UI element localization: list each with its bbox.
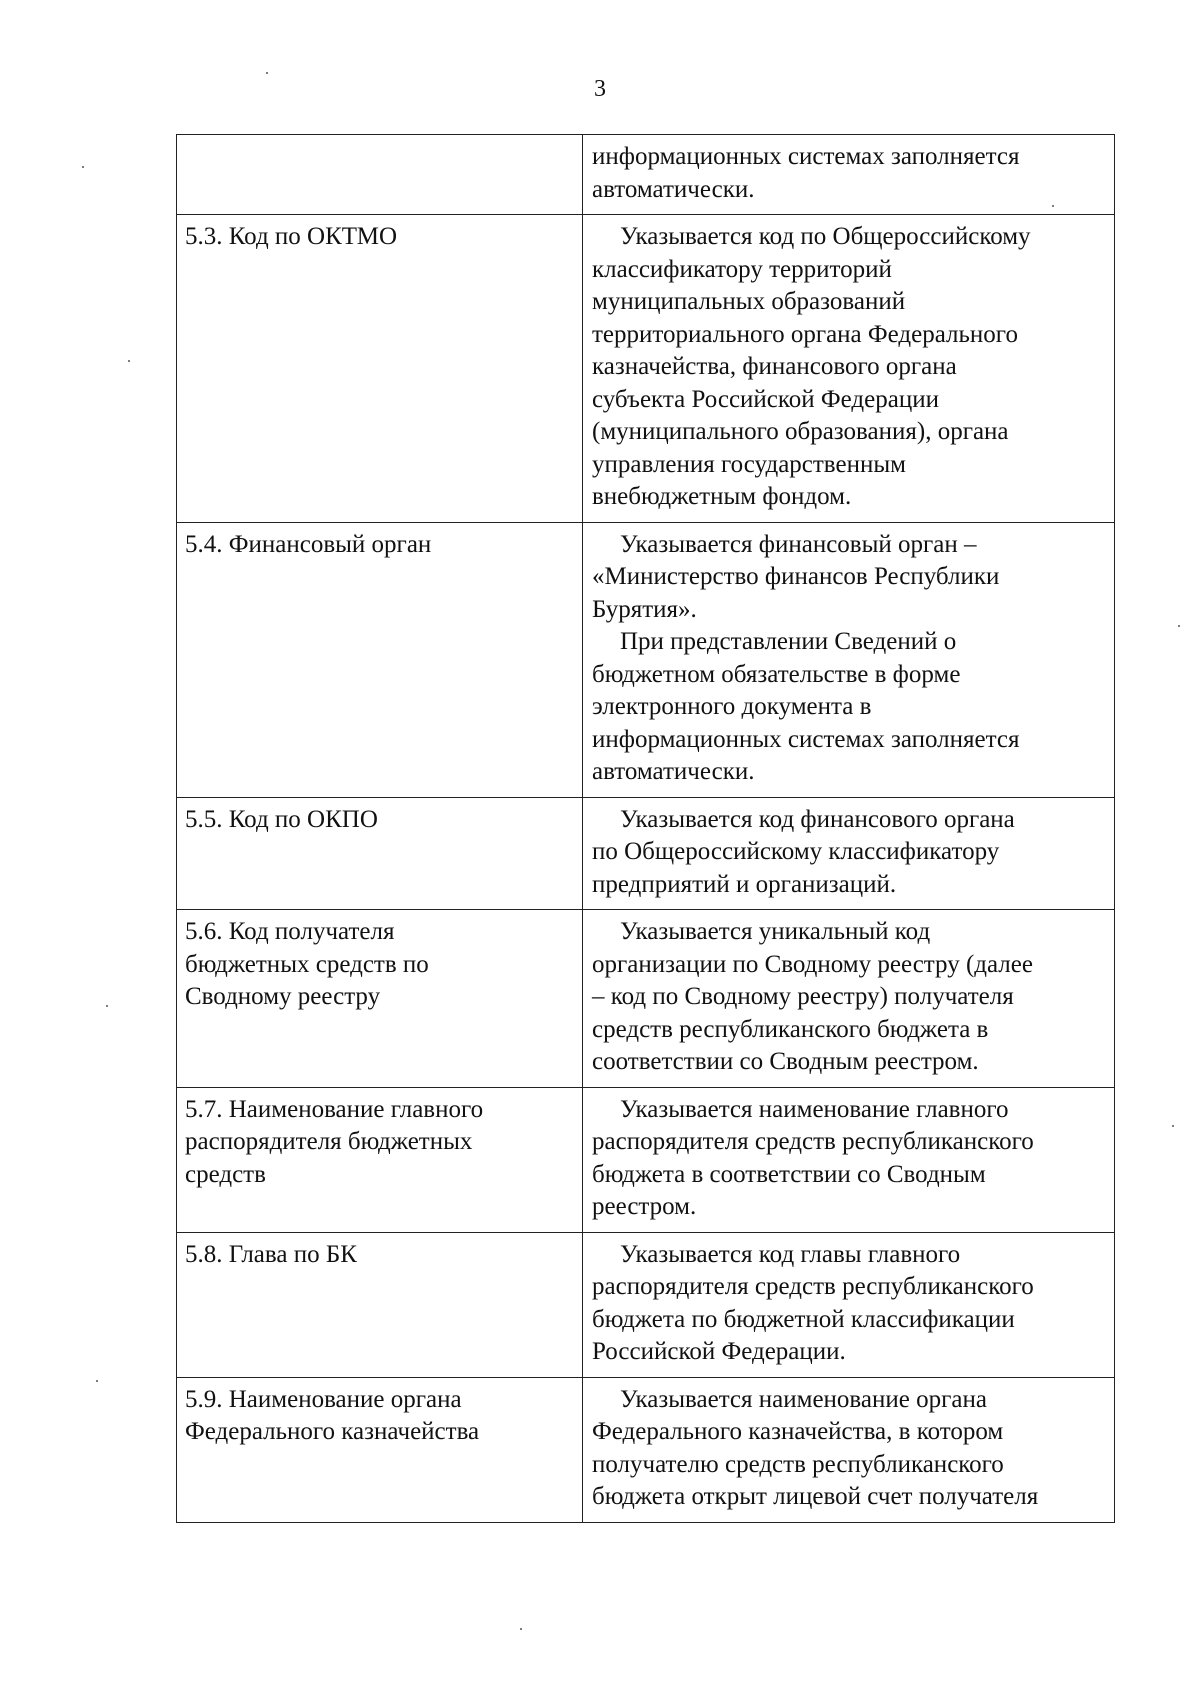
table-row	[177, 1087, 1115, 1232]
description-paragraph: Указывается финансовый орган – «Министерство финансов Республики Бурятия».	[592, 530, 1000, 623]
field-description-cell	[583, 1232, 1115, 1377]
table-row	[177, 215, 1115, 523]
description-paragraph: При представлении Сведений о бюджетном обязательстве в форме электронного документа в информационных системах заполняется автоматически.	[592, 628, 1020, 785]
table-row	[177, 910, 1115, 1088]
page-number: 3	[594, 76, 606, 102]
field-label-cell	[177, 1087, 583, 1232]
scan-speck	[1172, 1125, 1174, 1127]
field-label-cell	[177, 135, 583, 215]
table-body	[177, 135, 1115, 1523]
field-label-cell	[177, 1377, 583, 1522]
table-row	[177, 1232, 1115, 1377]
field-label-cell	[177, 215, 583, 523]
field-description-cell	[583, 797, 1115, 910]
scan-speck	[1052, 205, 1054, 207]
field-description-cell	[583, 1087, 1115, 1232]
scan-speck	[106, 1005, 108, 1007]
scan-speck	[96, 1380, 98, 1382]
field-description-cell	[583, 522, 1115, 797]
description-paragraph: Указывается код по Общероссийскому классификатору территорий муниципальных образований территориального органа Федерального казначейства, финансового органа субъекта Российской Федерации (муниципального образования), органа управления государственным внебюджетным фондом.	[592, 223, 1031, 510]
table-row	[177, 797, 1115, 910]
description-paragraph: информационных системах заполняется автоматически.	[592, 143, 1020, 203]
field-label: 5.6. Код получателя бюджетных средств по Сводному реестру	[185, 918, 429, 1010]
table-row	[177, 1377, 1115, 1522]
description-paragraph: Указывается уникальный код организации по Сводному реестру (далее – код по Сводному реестру) получателя средств республиканского бюджета в соответствии со Сводным реестром.	[592, 918, 1033, 1075]
field-description-cell	[583, 215, 1115, 523]
description-paragraph: Указывается код финансового органа по Общероссийскому классификатору предприятий и организаций.	[592, 805, 1015, 898]
description-paragraph: Указывается наименование главного распорядителя средств республиканского бюджета в соответствии со Сводным реестром.	[592, 1095, 1034, 1220]
description-paragraph: Указывается наименование органа Федерального казначейства, в котором получателю средств республиканского бюджета открыт лицевой счет получателя	[592, 1385, 1039, 1510]
field-label-cell	[177, 797, 583, 910]
scan-speck	[128, 360, 130, 362]
field-label: 5.3. Код по ОКТМО	[185, 223, 398, 250]
field-label-cell	[177, 910, 583, 1088]
scan-speck	[1178, 625, 1180, 627]
field-description-cell	[583, 910, 1115, 1088]
scan-speck	[266, 72, 268, 74]
requisites-table	[176, 134, 1115, 1523]
field-description-cell	[583, 135, 1115, 215]
field-label: 5.5. Код по ОКПО	[185, 805, 378, 833]
scan-speck	[82, 166, 84, 168]
field-label: 5.7. Наименование главного распорядителя бюджетных средств	[185, 1095, 484, 1188]
table-row	[177, 135, 1115, 215]
field-label: 5.4. Финансовый орган	[185, 530, 432, 558]
scan-speck	[520, 1628, 522, 1630]
field-label-cell	[177, 522, 583, 797]
field-description-cell	[583, 1377, 1115, 1522]
description-paragraph: Указывается код главы главного распорядителя средств республиканского бюджета по бюджетной классификации Российской Федерации.	[592, 1240, 1034, 1365]
field-label-cell	[177, 1232, 583, 1377]
field-label: 5.9. Наименование органа Федерального казначейства	[185, 1385, 480, 1445]
field-label: 5.8. Глава по БК	[185, 1240, 357, 1268]
table-row	[177, 522, 1115, 797]
